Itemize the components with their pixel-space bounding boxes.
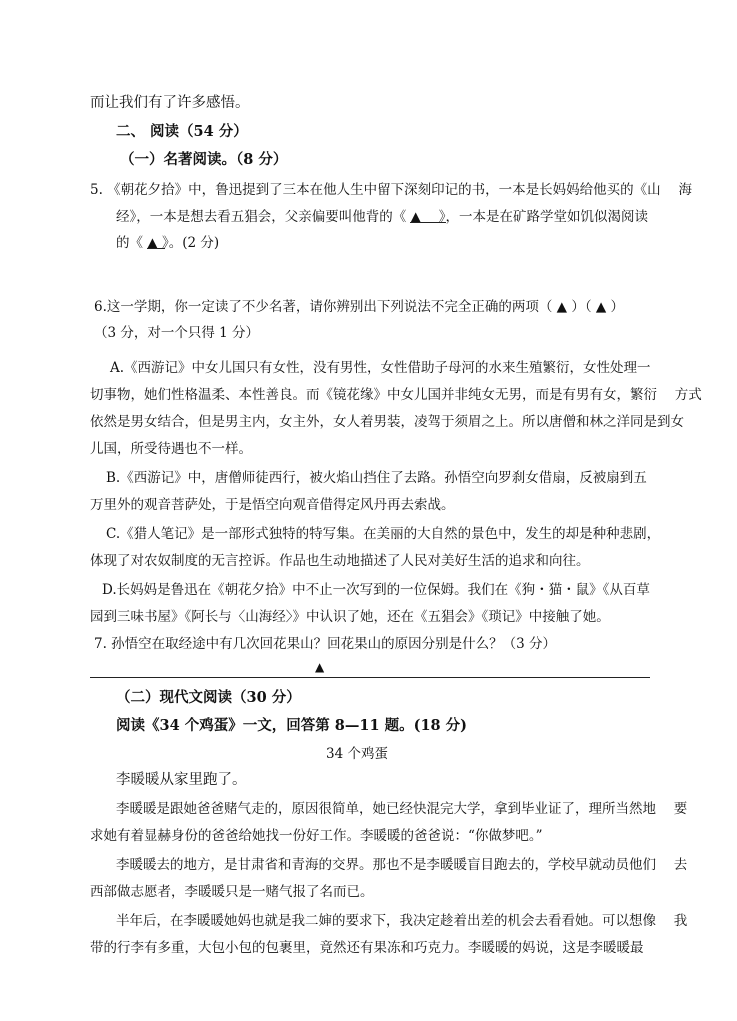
question-6-scoring: （3 分，对一个只得 1 分）: [94, 325, 260, 341]
option-a-line-3: 依然是男女结合，但是男主内，女主外，女人着男装，凌驾于须眉之上。所以唐僧和林之洋同是到女: [90, 414, 684, 430]
option-b-line-2: 万里外的观音菩萨处，于是悟空向观音借得定风丹再去索战。: [90, 497, 455, 513]
article-line: 求她有着显赫身份的爸爸给她找一份好工作。李暖暖的爸爸说：“你做梦吧。”: [90, 828, 543, 844]
option-b-line-1: B.《西游记》中，唐僧师徒西行，被火焰山挡住了去路。孙悟空向罗刹女借扇，反被扇到五: [106, 470, 647, 486]
subsection-heading: （二）现代文阅读（30 分）: [116, 689, 301, 706]
answer-line: [90, 677, 650, 678]
article-paragraph: 李暖暖从家里跑了。: [116, 772, 247, 788]
question-7: 7. 孙悟空在取经途中有几次回花果山？回花果山的原因分别是什么？（3 分）: [94, 636, 557, 652]
option-d-line-1: D.长妈妈是鲁迅在《朝花夕拾》中不止一次写到的一位保姆。我们在《狗・猫・鼠》《从百草: [102, 582, 650, 598]
subsection-heading: （一）名著阅读。（8 分）: [120, 151, 288, 168]
option-c-line-1: C.《猎人笔记》是一部形式独特的特写集。在美丽的大自然的景色中，发生的却是种种悲剧，: [106, 526, 661, 542]
option-c-line-2: 体现了对农奴制度的无言控诉。作品也生动地描述了人民对美好生活的追求和向往。: [90, 553, 590, 569]
option-a-line-1: A.《西游记》中女儿国只有女性，没有男性，女性借助子母河的水来生殖繁衍，女性处理一: [110, 360, 651, 376]
reading-instruction: 阅读《34 个鸡蛋》一文，回答第 8—11 题。(18 分): [116, 717, 468, 734]
answer-blank-underline: [147, 248, 165, 249]
question-5-line-1: 5. 《朝花夕拾》中，鲁迅提到了三本在他人生中留下深刻印记的书，一本是长妈妈给他买的《山 海: [90, 182, 692, 198]
question-5-line-3: 的《 ▲ 》。(2 分): [116, 235, 220, 251]
article-paragraph: 半年后，在李暖暖她妈也就是我二婶的要求下，我决定趁着出差的机会去看看她。可以想像 我: [116, 913, 688, 929]
question-6-stem: 6.这一学期，你一定读了不少名著，请你辨别出下列说法不完全正确的两项（ ▲ ）（ ▲ ）: [94, 299, 625, 315]
option-d-line-2: 园到三味书屋》《阿长与〈山海经〉》中认识了她，还在《五猖会》《琐记》中接触了她。: [90, 609, 610, 625]
article-line: 带的行李有多重，大包小包的包裹里，竟然还有果冻和巧克力。李暖暖的妈说，这是李暖暖最: [90, 940, 644, 956]
article-title: 34 个鸡蛋: [326, 746, 388, 762]
answer-blank-underline: [410, 222, 446, 223]
option-a-line-2: 切事物，她们性格温柔、本性善良。而《镜花缘》中女儿国并非纯女无男，而是有男有女，繁衍 方式: [90, 387, 702, 403]
option-a-line-4: 儿国，所受待遇也不一样。: [90, 441, 252, 457]
text-line: 而让我们有了许多感悟。: [90, 95, 250, 111]
article-line: 西部做志愿者，李暖暖只是一赌气报了名而已。: [90, 884, 374, 900]
article-paragraph: 李暖暖是跟她爸爸赌气走的，原因很简单，她已经快混完大学，拿到毕业证了，理所当然地 要: [116, 801, 688, 817]
question-5-line-2: 经》，一本是想去看五猖会，父亲偏要叫他背的《 ▲ 》，一本是在矿路学堂如饥似渴阅读: [116, 209, 648, 225]
section-heading: 二、 阅读（54 分）: [116, 123, 248, 140]
answer-mark: ▲: [315, 660, 325, 674]
article-paragraph: 李暖暖去的地方，是甘肃省和青海的交界。那也不是李暖暖盲目跑去的，学校早就动员他们 去: [116, 857, 688, 873]
